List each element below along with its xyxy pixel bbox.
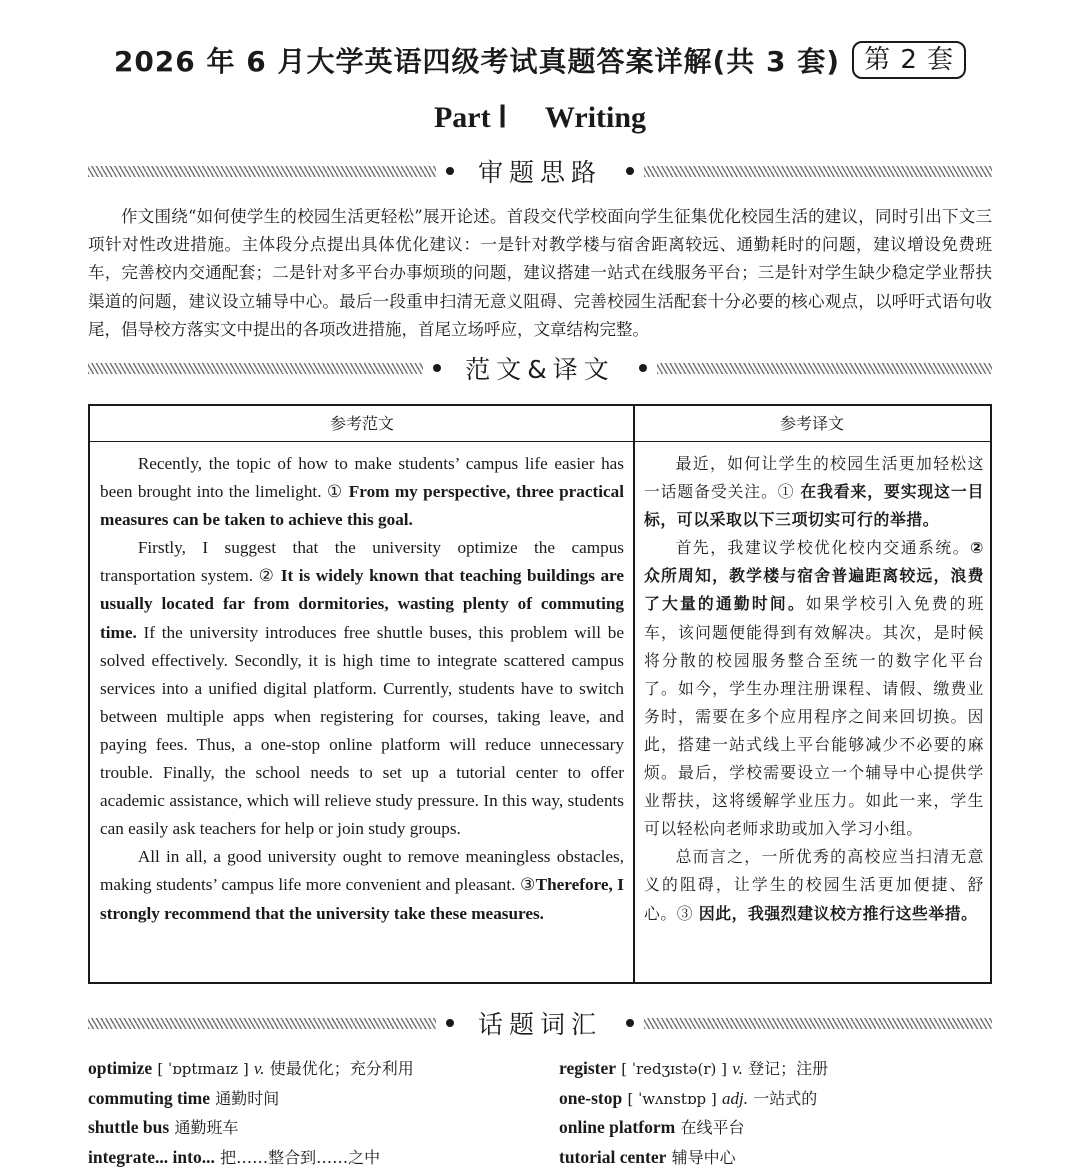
bullet-dot xyxy=(626,167,634,175)
section-header-sample xyxy=(88,353,992,383)
hatch-divider xyxy=(88,363,423,374)
hatch-divider xyxy=(644,166,992,177)
bullet-dot xyxy=(433,364,441,372)
vocab-term: register xyxy=(559,1058,616,1078)
text-run: Recently, the topic of how to make students’ campus life easier has been brought into the limelight. ① xyxy=(100,454,624,501)
vocab-meaning: 登记；注册 xyxy=(748,1059,828,1078)
vocab-term: shuttle bus xyxy=(88,1117,169,1137)
table-header-translation: 参考译文 xyxy=(634,406,990,442)
section-header-analysis xyxy=(88,156,992,186)
key-sentence-1: From my perspective, three practical measures can be taken to achieve this goal. xyxy=(100,482,624,529)
text-run: 首先，我建议学校优化校内交通系统。 xyxy=(676,538,970,557)
text-run: Firstly, I suggest that the university optimize the campus transportation system. ② xyxy=(100,538,624,585)
vocab-meaning: 通勤班车 xyxy=(174,1118,238,1137)
vocab-entry xyxy=(88,1113,414,1143)
page-title xyxy=(0,40,1080,80)
vocab-term: optimize xyxy=(88,1058,152,1078)
english-paragraph-2 xyxy=(100,534,624,843)
section-label: 话题词汇 xyxy=(464,1005,616,1041)
vocab-meaning: 通勤时间 xyxy=(215,1089,279,1108)
chinese-paragraph-1 xyxy=(644,450,984,534)
vocab-entry xyxy=(559,1054,828,1084)
english-paragraph-3 xyxy=(100,843,624,927)
key-sentence-2: It is widely known that teaching buildings are usually located far from dormitories, wasting plenty of commuting time. xyxy=(100,566,624,641)
text-run: All in all, a good university ought to remove meaningless obstacles, making students’ campus life more convenient and pleasant. ③ xyxy=(100,847,624,894)
vocab-phonetic: [ ˈɒptɪmaɪz ] xyxy=(157,1060,248,1078)
text-run: 最近，如何让学生的校园生活更加轻松这一话题备受关注。① xyxy=(644,454,984,501)
vocab-term: one-stop xyxy=(559,1088,622,1108)
vocab-list-right xyxy=(559,1054,828,1172)
hatch-divider xyxy=(88,166,436,177)
key-sentence-3: 因此，我强烈建议校方推行这些举措。 xyxy=(699,904,978,923)
vocab-entry xyxy=(88,1143,414,1172)
key-sentence-1: 在我看来，要实现这一目标，可以采取以下三项切实可行的举措。 xyxy=(644,482,984,529)
bullet-dot xyxy=(639,364,647,372)
vocab-term: online platform xyxy=(559,1117,675,1137)
text-run: 总而言之，一所优秀的高校应当扫清无意义的阻碍，让学生的校园生活更加便捷、舒心。③ xyxy=(644,847,984,922)
table-header-sample: 参考范文 xyxy=(90,406,634,442)
vocab-entry xyxy=(559,1084,828,1114)
part-heading xyxy=(0,100,1080,135)
vocab-phonetic: [ ˈwʌnstɒp ] xyxy=(627,1090,716,1108)
bullet-dot xyxy=(446,167,454,175)
section-label: 范文&译文 xyxy=(451,350,629,386)
hatch-divider xyxy=(657,363,992,374)
vocab-meaning: 把……整合到……之中 xyxy=(220,1148,380,1167)
vocab-term: integrate... into... xyxy=(88,1147,215,1167)
english-paragraph-1 xyxy=(100,450,624,534)
bullet-dot xyxy=(446,1019,454,1027)
vocab-entry xyxy=(559,1143,828,1172)
chinese-translation-column xyxy=(644,450,984,928)
title-text: 2026 年 6 月大学英语四级考试真题答案详解(共 3 套) xyxy=(114,40,840,80)
vocab-term: tutorial center xyxy=(559,1147,666,1167)
analysis-paragraph: 作文围绕“如何使学生的校园生活更轻松”展开论述。首段交代学校面向学生征集优化校园生活的建议，同时引出下文三项针对性改进措施。主体段分点提出具体优化建议：一是针对教学楼与宿舍距离较远、通勤耗时的问题，建议增设免费班车，完善校内交通配套；二是针对多平台办事烦琐的问题，建议搭建一站式在线服务平台；三是针对学生缺少稳定学业帮扶渠道的问题，建议设立辅导中心。最后一段重申扫清无意义阻碍、完善校园生活配套十分必要的核心观点，以呼吁式语句收尾，倡导校方落实文中提出的各项改进措施，首尾立场呼应，文章结构完整。 xyxy=(88,203,992,344)
sample-translation-table xyxy=(88,404,992,984)
text-run: If the university introduces free shuttle buses, this problem will be solved effectively. Secondly, it is high time to integrate scattered campus services into a unified digital platform. Currently, students have to switch between multiple apps when registering for courses, taking leave, and paying fees. Thus, a one-stop online platform will reduce unnecessary trouble. Finally, the school needs to set up a tutorial center to offer academic assistance, which will relieve study pressure. In this way, students can easily ask teachers for help or join study groups. xyxy=(100,623,624,839)
key-sentence-3: Therefore, I strongly recommend that the university take these measures. xyxy=(100,875,624,922)
vocab-entry xyxy=(88,1084,414,1114)
text-run: 如果学校引入免费的班车，该问题便能得到有效解决。其次，是时候将分散的校园服务整合至统一的数字化平台了。如今，学生办理注册课程、请假、缴费业务时，需要在多个应用程序之间来回切换。因此，搭建一站式线上平台能够减少不必要的麻烦。最后，学校需要设立一个辅导中心提供学业帮扶，这将缓解学业压力。如此一来，学生可以轻松向老师求助或加入学习小组。 xyxy=(644,594,984,838)
vocab-pos: v. xyxy=(254,1059,265,1078)
vocab-list-left xyxy=(88,1054,414,1172)
vocab-entry xyxy=(559,1113,828,1143)
vocab-term: commuting time xyxy=(88,1088,210,1108)
section-label: 审题思路 xyxy=(464,153,616,189)
hatch-divider xyxy=(644,1018,992,1029)
vocab-pos: v. xyxy=(732,1059,743,1078)
vocab-meaning: 使最优化；充分利用 xyxy=(270,1059,414,1078)
vocab-pos: adj. xyxy=(722,1089,748,1108)
vocab-phonetic: [ ˈredʒɪstə(r) ] xyxy=(621,1060,727,1078)
part-number: Part Ⅰ xyxy=(434,101,507,134)
bullet-dot xyxy=(626,1019,634,1027)
vocab-entry xyxy=(88,1054,414,1084)
english-sample-column xyxy=(100,450,624,928)
vocab-meaning: 一站式的 xyxy=(753,1089,817,1108)
chinese-paragraph-3 xyxy=(644,843,984,927)
set-badge: 第 2 套 xyxy=(852,41,966,79)
column-divider xyxy=(633,406,635,982)
hatch-divider xyxy=(88,1018,436,1029)
part-name: Writing xyxy=(545,101,646,134)
key-sentence-2: ② 众所周知，教学楼与宿舍普遍距离较远，浪费了大量的通勤时间。 xyxy=(644,538,984,613)
vocab-meaning: 辅导中心 xyxy=(672,1148,736,1167)
section-header-vocab xyxy=(88,1008,992,1038)
vocab-meaning: 在线平台 xyxy=(680,1118,744,1137)
chinese-paragraph-2 xyxy=(644,534,984,843)
